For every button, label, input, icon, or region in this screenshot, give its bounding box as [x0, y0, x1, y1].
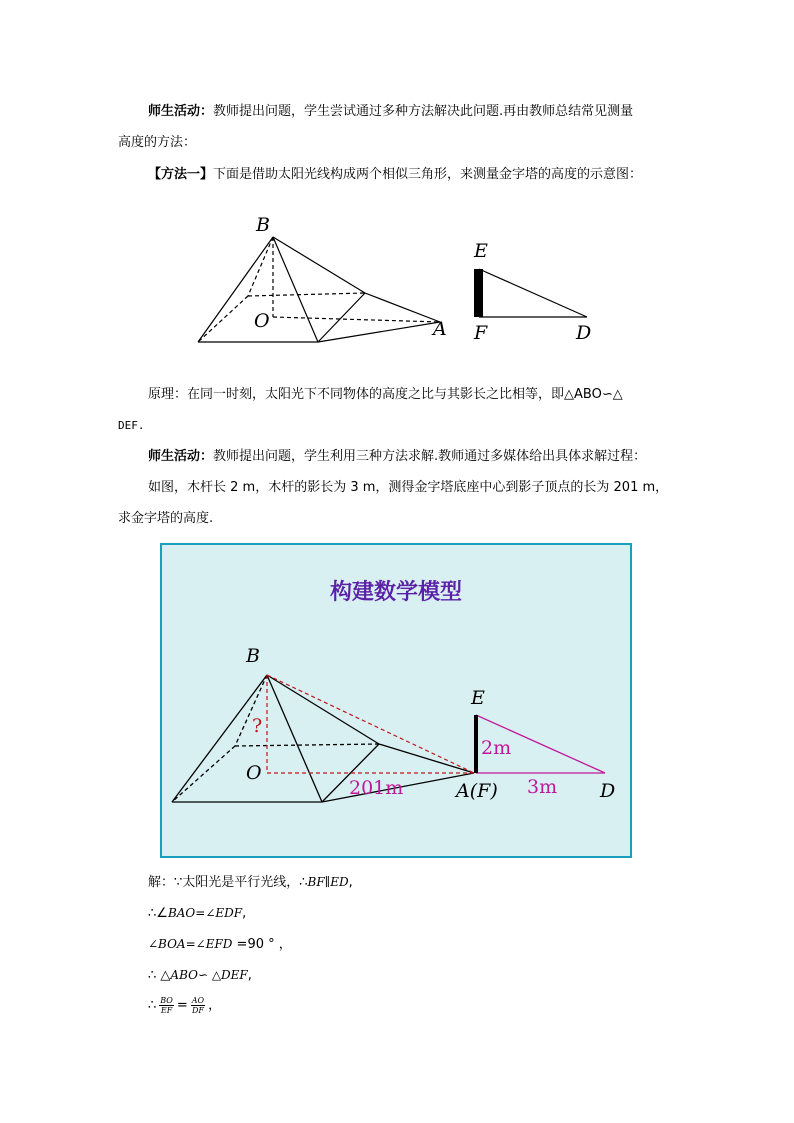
label-question: ? [252, 715, 263, 737]
para-principle: 原理：在同一时刻，太阳光下不同物体的高度之比与其影长之比相等，即△ABO∽△ [148, 387, 623, 402]
frac2-den: DF [191, 1006, 204, 1015]
para4-lead: 师生活动： [148, 449, 214, 464]
sol4-a: ∴ △ [148, 968, 171, 983]
para-problem: 如图，木杆长 2 m，木杆的影长为 3 m，测得金字塔底座中心到影子顶点的长为 201 m， [148, 480, 669, 495]
stick-bar [474, 269, 483, 317]
label-O-2: O [246, 762, 262, 784]
para-principle-line2: DEF. [118, 419, 145, 432]
sol2-a: ∴∠ [148, 906, 168, 921]
label-AF: A(F) [456, 780, 498, 802]
sol2-c: , [242, 906, 247, 921]
label-F: F [474, 322, 488, 344]
fraction-bo-ef [159, 996, 174, 1015]
solution-line-1 [148, 872, 718, 893]
para1-lead: 师生活动： [148, 104, 214, 119]
sol4-c: , [247, 968, 252, 983]
sol3-b: =90 ° ， [232, 937, 292, 952]
sol4-b: ABO∽ △DEF [170, 968, 248, 982]
frac1-den: EF [160, 1006, 173, 1015]
frac2-num: AO [191, 996, 205, 1005]
method-one-text: 下面是借助太阳光线构成两个相似三角形，来测量金字塔的高度的示意图： [213, 167, 643, 182]
para1-line2: 高度的方法： [118, 135, 197, 150]
sol3-a: ∠BOA=∠EFD [148, 937, 233, 951]
sol2-b: BAO=∠EDF [167, 906, 243, 920]
para-problem-line2: 求金字塔的高度. [118, 511, 214, 526]
panel-title: 构建数学模型 [329, 580, 462, 605]
sol1-c: , [348, 875, 353, 890]
para-method-one [148, 165, 718, 185]
para-teacher-activity-1 [148, 102, 718, 122]
sol5-c: ， [208, 998, 222, 1013]
sol1-a: 解：∵太阳光是平行光线，∴ [148, 875, 308, 890]
solution-line-5 [148, 996, 718, 1016]
label-D: D [576, 322, 592, 344]
label-E: E [474, 240, 488, 262]
solution-line-4 [148, 965, 718, 986]
sol5-eq: = [176, 998, 188, 1013]
sol5-a: ∴ [148, 998, 157, 1013]
label-D-2: D [600, 780, 616, 802]
para4-text: 教师提出问题，学生利用三种方法求解.教师通过多媒体给出具体求解过程： [213, 449, 647, 464]
pyramid-diagram-1 [190, 205, 610, 355]
para1-text1: 教师提出问题，学生尝试通过多种方法解决此问题.再由教师总结常见测量 [213, 104, 634, 119]
label-2m: 2m [481, 737, 512, 759]
fraction-ao-df [191, 996, 205, 1015]
method-one-lead: 【方法一】 [148, 167, 214, 182]
math-model-panel [160, 543, 632, 858]
sol1-b: BF∥ED [307, 875, 349, 889]
label-O: O [254, 310, 270, 332]
label-3m: 3m [527, 776, 558, 798]
label-B-2: B [246, 645, 260, 667]
label-E-2: E [471, 687, 485, 709]
para-teacher-activity-2 [148, 447, 718, 467]
solution-line-2 [148, 903, 718, 924]
stick-bar-2 [474, 715, 478, 773]
frac1-num: BO [160, 996, 173, 1005]
solution-line-3 [148, 934, 718, 955]
label-A: A [433, 318, 447, 340]
label-B: B [256, 214, 270, 236]
label-201m: 201m [349, 777, 404, 799]
